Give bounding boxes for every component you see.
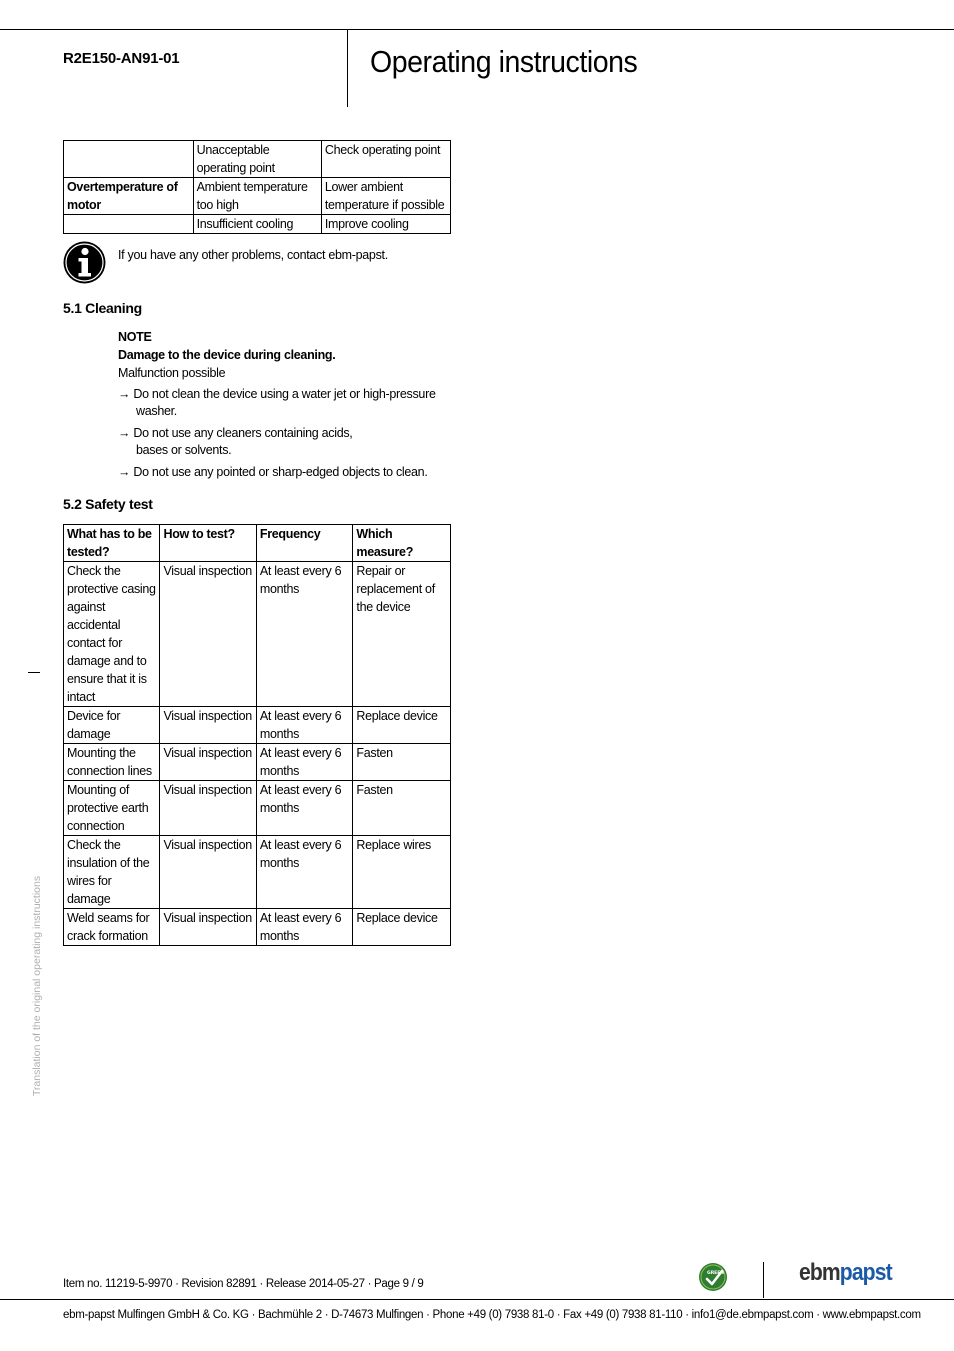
table-cell: At least every 6 months bbox=[256, 836, 353, 909]
greentech-badge-icon bbox=[698, 1262, 739, 1292]
list-item: → Do not clean the device using a water jet or high-pressure washer. bbox=[118, 387, 436, 418]
table-row bbox=[64, 744, 451, 781]
table-row bbox=[64, 562, 451, 707]
table-cell: Visual inspection bbox=[160, 781, 256, 836]
table-cell: Replace device bbox=[353, 909, 451, 946]
table-cell: At least every 6 months bbox=[256, 707, 353, 744]
list-item: → Do not use any cleaners containing acids, bases or solvents. bbox=[118, 426, 353, 457]
sidebar-translation-note: Translation of the original operating instructions bbox=[31, 875, 43, 1097]
table-cell: Replace wires bbox=[353, 836, 451, 909]
table-cell: Mounting the connection lines bbox=[64, 744, 160, 781]
table-cell bbox=[64, 215, 194, 234]
table-header-row bbox=[64, 525, 451, 562]
table-cell: At least every 6 months bbox=[256, 744, 353, 781]
greentech-label: GREEN TECH bbox=[707, 1271, 739, 1276]
table-cell: Fasten bbox=[353, 744, 451, 781]
table-cell: Visual inspection bbox=[160, 744, 256, 781]
table-row bbox=[64, 909, 451, 946]
table-cell: Improve cooling bbox=[321, 215, 450, 234]
table-row bbox=[64, 178, 451, 215]
header-separator bbox=[347, 30, 348, 107]
page-title: Operating instructions bbox=[370, 44, 638, 79]
top-rule bbox=[0, 29, 954, 30]
logo-separator bbox=[763, 1262, 764, 1298]
table-cell: Visual inspection bbox=[160, 707, 256, 744]
table-cell: Repair or replacement of the device bbox=[353, 562, 451, 707]
table-row bbox=[64, 836, 451, 909]
table-cell: Mounting of protective earth connection bbox=[64, 781, 160, 836]
table-cell: Overtemperature of motor bbox=[64, 178, 194, 215]
table-cell: At least every 6 months bbox=[256, 562, 353, 707]
footer-item-line: Item no. 11219-5-9970 · Revision 82891 · Release 2014-05-27 · Page 9 / 9 bbox=[63, 1278, 424, 1290]
table-row bbox=[64, 781, 451, 836]
ebmpapst-logo: ebmpapst bbox=[799, 1259, 892, 1286]
column-header: How to test? bbox=[160, 525, 256, 562]
table-cell: Visual inspection bbox=[160, 836, 256, 909]
model-number: R2E150-AN91-01 bbox=[63, 50, 180, 67]
footer-company-line: ebm-papst Mulfingen GmbH & Co. KG · Bachmühle 2 · D-74673 Mulfingen · Phone +49 (0) 7938 81-0 · Fax +49 (0) 7938 81-110 · info1@de.ebmpapst.com · www.ebmpapst.com bbox=[63, 1309, 921, 1321]
margin-tick bbox=[28, 672, 40, 673]
table-cell: Device for damage bbox=[64, 707, 160, 744]
footer-rule bbox=[0, 1299, 954, 1300]
info-text: If you have any other problems, contact ebm-papst. bbox=[118, 248, 388, 262]
table-row bbox=[64, 215, 451, 234]
table-cell: At least every 6 months bbox=[256, 781, 353, 836]
note-title: Damage to the device during cleaning. bbox=[118, 348, 336, 362]
table-cell: Ambient temperature too high bbox=[193, 178, 321, 215]
table-cell: Insufficient cooling bbox=[193, 215, 321, 234]
table-cell: Fasten bbox=[353, 781, 451, 836]
note-label: NOTE bbox=[118, 330, 152, 344]
list-item: → Do not use any pointed or sharp-edged objects to clean. bbox=[118, 465, 428, 479]
table-cell: Unacceptable operating point bbox=[193, 141, 321, 178]
cleaning-heading: 5.1 Cleaning bbox=[63, 300, 142, 316]
safety-heading: 5.2 Safety test bbox=[63, 496, 153, 512]
table-cell: Replace device bbox=[353, 707, 451, 744]
safety-test-table bbox=[63, 524, 451, 946]
troubleshooting-table bbox=[63, 140, 451, 234]
table-cell: Visual inspection bbox=[160, 562, 256, 707]
table-cell: At least every 6 months bbox=[256, 909, 353, 946]
column-header: Frequency bbox=[256, 525, 353, 562]
table-cell: Weld seams for crack formation bbox=[64, 909, 160, 946]
table-row bbox=[64, 141, 451, 178]
table-cell: Check the insulation of the wires for damage bbox=[64, 836, 160, 909]
table-row bbox=[64, 707, 451, 744]
table-cell: Visual inspection bbox=[160, 909, 256, 946]
note-block bbox=[118, 328, 335, 382]
table-cell bbox=[64, 141, 194, 178]
column-header: What has to be tested? bbox=[64, 525, 160, 562]
column-header: Which measure? bbox=[353, 525, 451, 562]
table-cell: Lower ambient temperature if possible bbox=[321, 178, 450, 215]
table-cell: Check the protective casing against accidental contact for damage and to ensure that it is intact bbox=[64, 562, 160, 707]
table-cell: Check operating point bbox=[321, 141, 450, 178]
info-icon bbox=[63, 241, 106, 284]
note-subtitle: Malfunction possible bbox=[118, 366, 226, 380]
